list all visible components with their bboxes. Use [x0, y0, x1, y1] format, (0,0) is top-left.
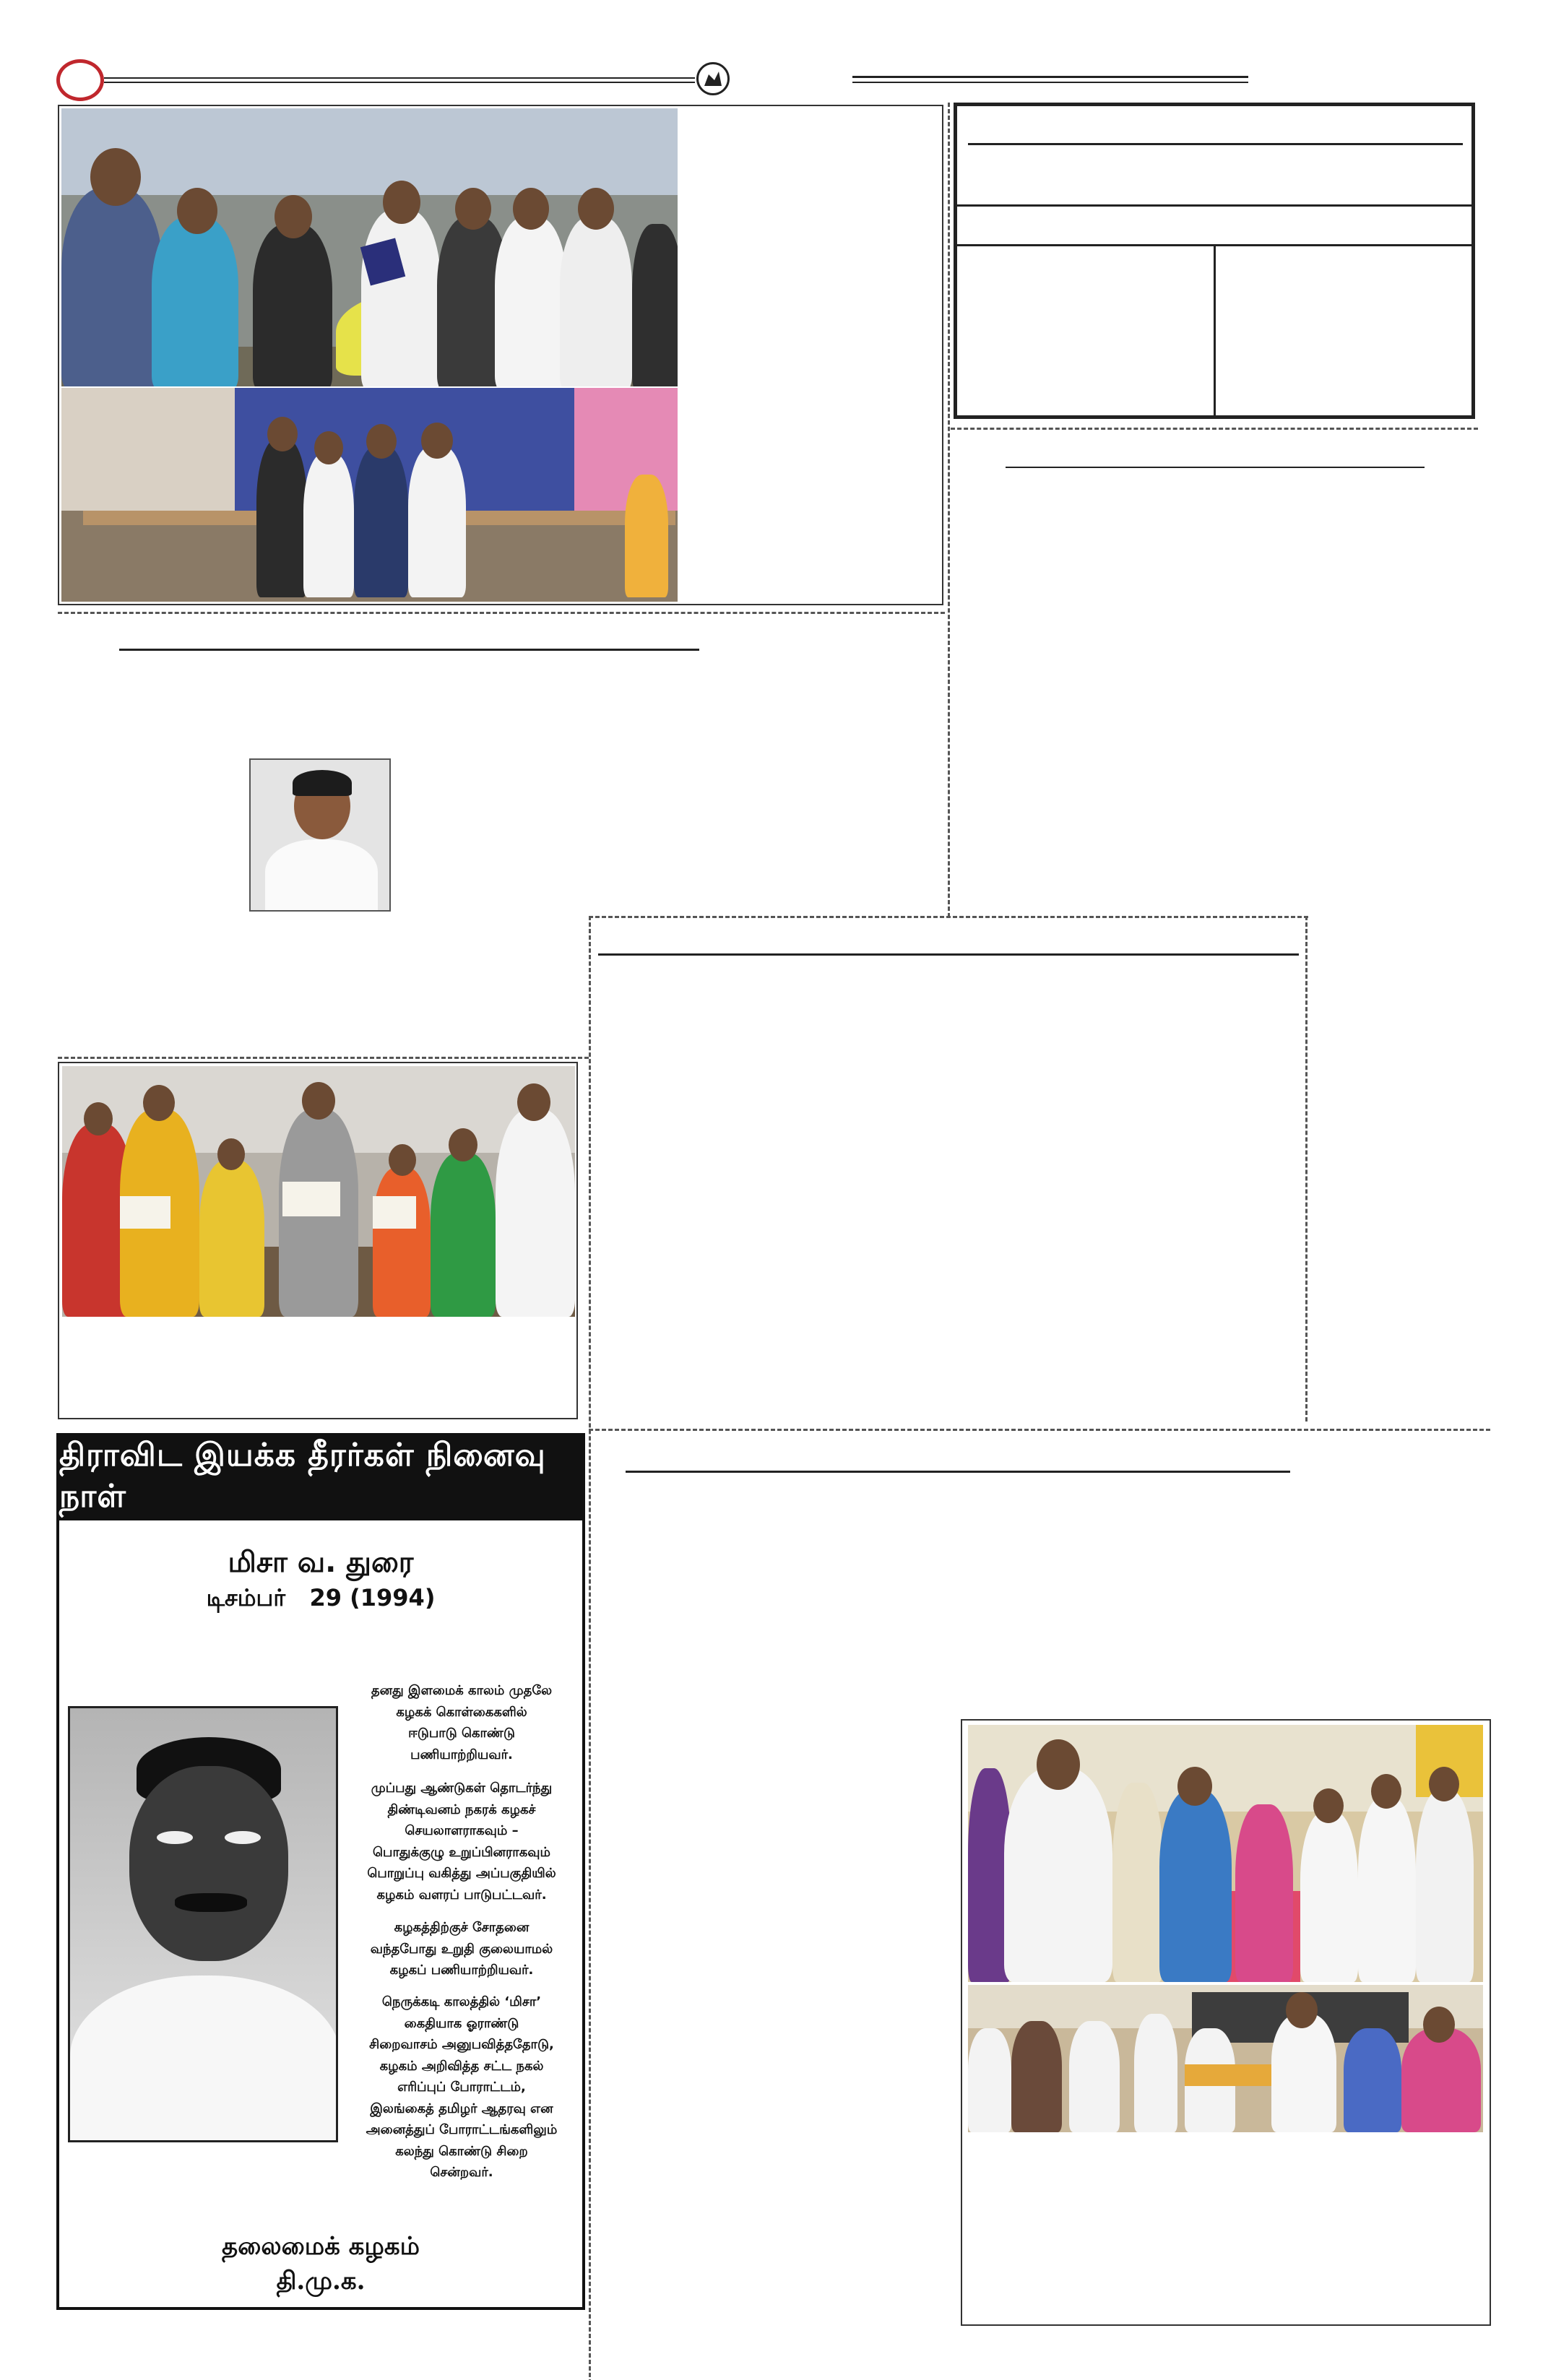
memorial-paragraph-2: முப்பது ஆண்டுகள் தொடர்ந்து திண்டிவனம் நகரக் கழகச் செயலாளராகவும் – பொதுக்குழு உறுப்பினராகவும் பொறுப்பு வகித்து அப்பகுதியில் கழகம் வளரப் பாடுபட்டவர். [367, 1780, 556, 1903]
portrait-photo [249, 758, 391, 912]
divider [58, 1057, 589, 1059]
memorial-paragraph-4: நெருக்கடி காலத்தில் ‘மிசா’ கைதியாக ஓராண்டு சிறைவாசம் அனுபவித்ததோடு, கழகம் அறிவித்த சட்ட நகல் எரிப்புப் போராட்டம், இலங்கைத் தமிழர் ஆதரவு என அனைத்துப் போராட்டங்களிலும் கலந்து கொண்டு சிறை சென்றவர். [366, 1994, 558, 2180]
column-divider [589, 916, 591, 2380]
memorial-name: மிசா வ. துரை [228, 1546, 414, 1579]
memorial-header: திராவிட இயக்க தீரர்கள் நினைவு நாள் [59, 1435, 582, 1520]
right-info-box-col [1214, 244, 1216, 416]
headline-rule [1006, 467, 1425, 468]
divider [58, 612, 945, 614]
student-award-photo [62, 1066, 575, 1317]
column-divider [1305, 916, 1308, 1421]
memorial-footer-line-2: தி.மு.க. [276, 2267, 366, 2295]
memorial-paragraph-1: தனது இளமைக் காலம் முதலே கழகக் கொள்கைகளில் ஈடுபாடு கொண்டு பணியாற்றியவர். [371, 1683, 553, 1762]
headline-rule [626, 1471, 1290, 1473]
sewing-machine-photo [61, 388, 678, 602]
memorial-date: டிசம்பர் 29 (1994) [206, 1584, 436, 1611]
memorial-paragraph-3: கழகத்திற்குச் சோதனை வந்தபோது உறுதி குலையாமல் கழகப் பணியாற்றியவர். [370, 1920, 553, 1978]
right-info-box-row [957, 204, 1471, 207]
divider [589, 1429, 1490, 1431]
school-distribution-photo-1 [968, 1725, 1483, 1982]
rising-sun-emblem-icon [696, 62, 730, 95]
right-info-box-rule [968, 143, 1463, 145]
ceremony-photo [61, 108, 678, 386]
divider [589, 916, 1308, 918]
memorial-portrait [68, 1706, 338, 2142]
memorial-footer-line-1: தலைமைக் கழகம் [222, 2232, 420, 2261]
column-divider [948, 103, 950, 917]
headline-rule [119, 649, 699, 651]
divider [951, 428, 1478, 430]
masthead-rule-left [104, 77, 695, 83]
school-distribution-photo-2 [968, 1985, 1483, 2132]
page-number-circle-icon [56, 59, 104, 101]
masthead-rule-right [852, 76, 1248, 83]
headline-rule [598, 953, 1299, 956]
